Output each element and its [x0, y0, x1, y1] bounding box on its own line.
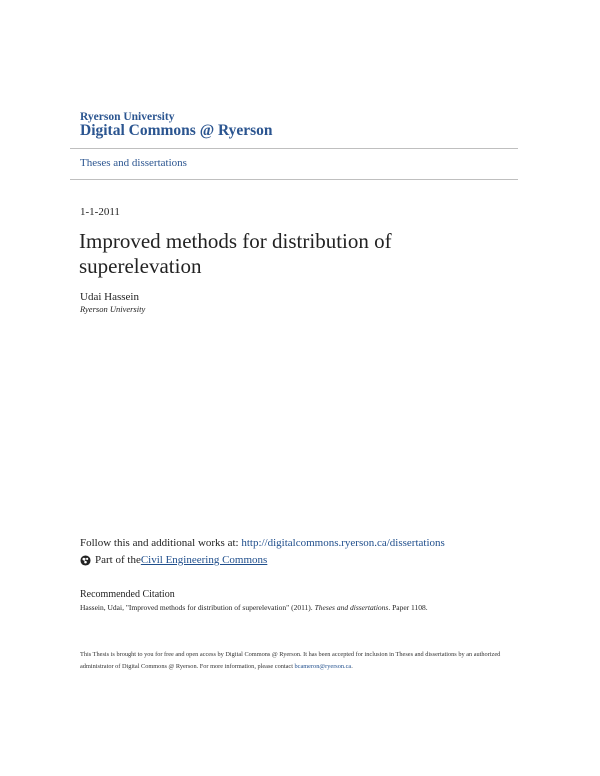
author-affiliation: Ryerson University	[80, 304, 146, 314]
publication-date: 1-1-2011	[80, 206, 120, 218]
footer-end: .	[351, 662, 353, 670]
repository-name[interactable]: Digital Commons @ Ryerson	[80, 122, 273, 139]
author-name: Udai Hassein	[80, 291, 139, 303]
footer-text: This Thesis is brought to you for free and open access by Digital Commons @ Ryerson. It has been accepted for inclusion in Theses and dissertations by an authorized administrator of Digital Commons @ Ryerson. For more information, please contact	[80, 651, 501, 670]
footer-notice	[80, 649, 525, 672]
citation-end: . Paper 1108.	[388, 603, 428, 612]
dissertations-url-link[interactable]: http://digitalcommons.ryerson.ca/dissertations	[241, 537, 445, 549]
citation-text	[80, 603, 428, 612]
document-title: Improved methods for distribution of superelevation	[79, 229, 392, 278]
header-divider-top	[70, 148, 518, 149]
part-of-line	[80, 554, 267, 566]
university-name: Ryerson University	[80, 111, 175, 123]
contact-email-link[interactable]: bcameron@ryerson.ca	[294, 662, 352, 670]
commons-network-icon	[80, 555, 91, 566]
citation-series: Theses and dissertations	[314, 603, 389, 612]
header-divider-bottom	[70, 179, 518, 180]
collection-link[interactable]: Theses and dissertations	[80, 157, 187, 169]
follow-line	[80, 537, 445, 549]
follow-prefix: Follow this and additional works at:	[80, 537, 242, 549]
civil-engineering-commons-link[interactable]: Civil Engineering Commons	[140, 554, 268, 566]
part-of-prefix: Part of the	[95, 554, 141, 566]
recommended-citation-heading: Recommended Citation	[80, 589, 175, 600]
citation-main: Hassein, Udai, "Improved methods for distribution of superelevation" (2011).	[80, 603, 315, 612]
